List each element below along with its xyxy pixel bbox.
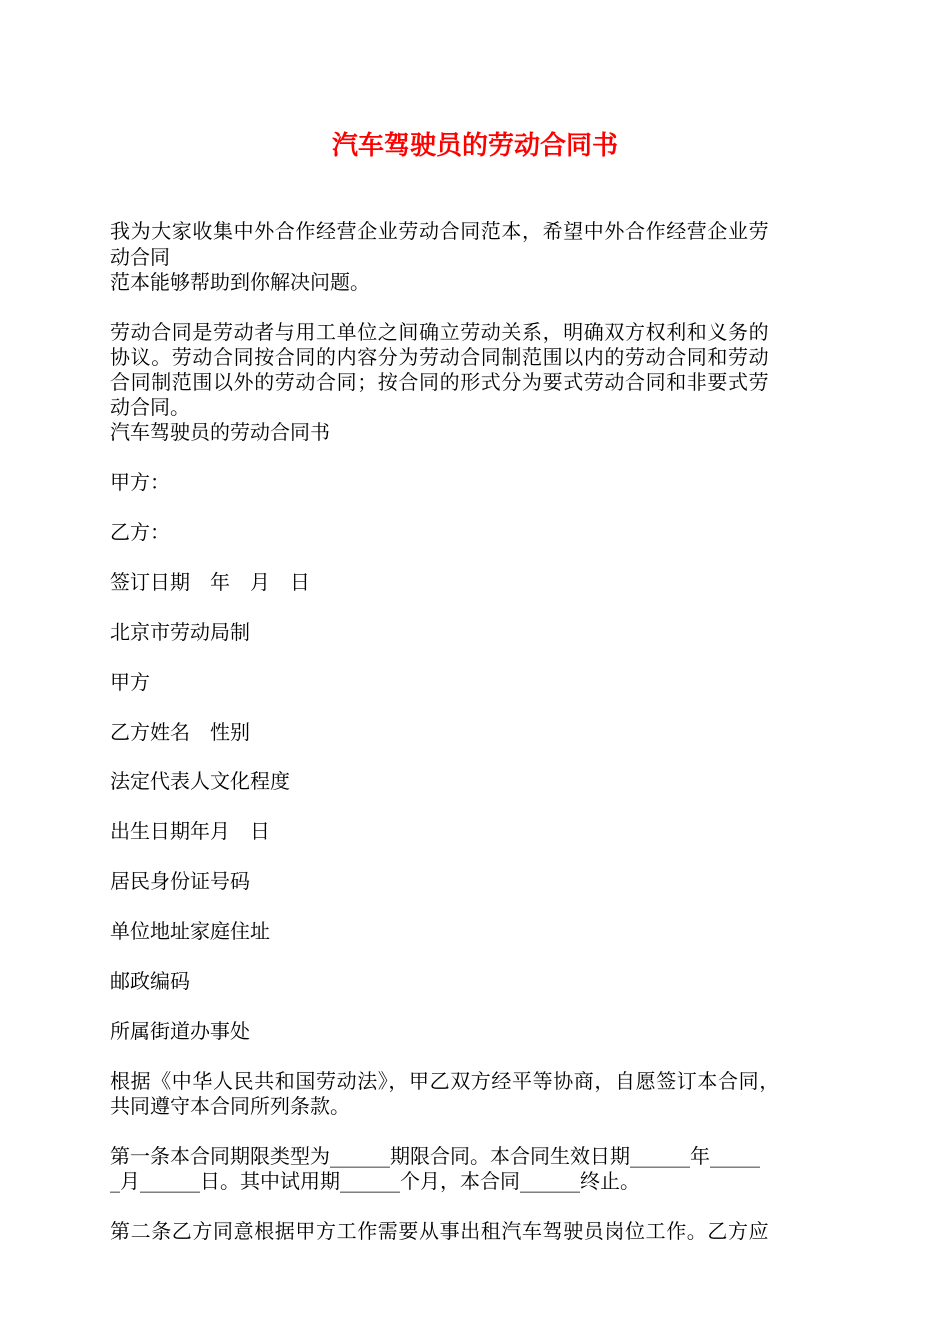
field-sign-date: 签订日期 年 月 日 — [110, 570, 310, 594]
field-party-a-label: 甲方 — [110, 670, 150, 694]
field-id-number: 居民身份证号码 — [110, 869, 250, 893]
field-party-a: 甲方： — [110, 470, 170, 494]
intro-line-1: 我为大家收集中外合作经营企业劳动合同范本，希望中外合作经营企业劳 — [110, 219, 770, 243]
preamble-line-2: 共同遵守本合同所列条款。 — [110, 1094, 350, 1118]
article2-line-1: 第二条乙方同意根据甲方工作需要从事出租汽车驾驶员岗位工作。乙方应 — [110, 1219, 770, 1243]
definition-line-3: 合同制范围以外的劳动合同；按合同的形式分为要式劳动合同和非要式劳 — [110, 370, 770, 394]
field-address: 单位地址家庭住址 — [110, 919, 270, 943]
field-representative-education: 法定代表人文化程度 — [110, 769, 290, 793]
field-issuer: 北京市劳动局制 — [110, 620, 250, 644]
field-birth-date: 出生日期年月 日 — [110, 819, 270, 843]
preamble-line-1: 根据《中华人民共和国劳动法》，甲乙双方经平等协商，自愿签订本合同， — [110, 1069, 780, 1093]
document-title: 汽车驾驶员的劳动合同书 — [331, 131, 618, 161]
intro-line-3: 范本能够帮助到你解决问题。 — [110, 270, 370, 294]
definition-line-1: 劳动合同是劳动者与用工单位之间确立劳动关系，明确双方权利和义务的 — [110, 320, 770, 344]
subtitle: 汽车驾驶员的劳动合同书 — [110, 420, 330, 444]
field-party-b: 乙方： — [110, 520, 170, 544]
field-postal-code: 邮政编码 — [110, 969, 190, 993]
definition-line-4: 动合同。 — [110, 395, 190, 419]
definition-line-2: 协议。劳动合同按合同的内容分为劳动合同制范围以内的劳动合同和劳动 — [110, 345, 770, 369]
article1-line-2: _月______日。其中试用期______个月，本合同______终止。 — [110, 1169, 640, 1193]
field-name-gender: 乙方姓名 性别 — [110, 720, 250, 744]
article1-line-1: 第一条本合同期限类型为______期限合同。本合同生效日期______年_____ — [110, 1144, 760, 1168]
intro-line-2: 动合同 — [110, 245, 170, 269]
field-street-office: 所属街道办事处 — [110, 1019, 250, 1043]
